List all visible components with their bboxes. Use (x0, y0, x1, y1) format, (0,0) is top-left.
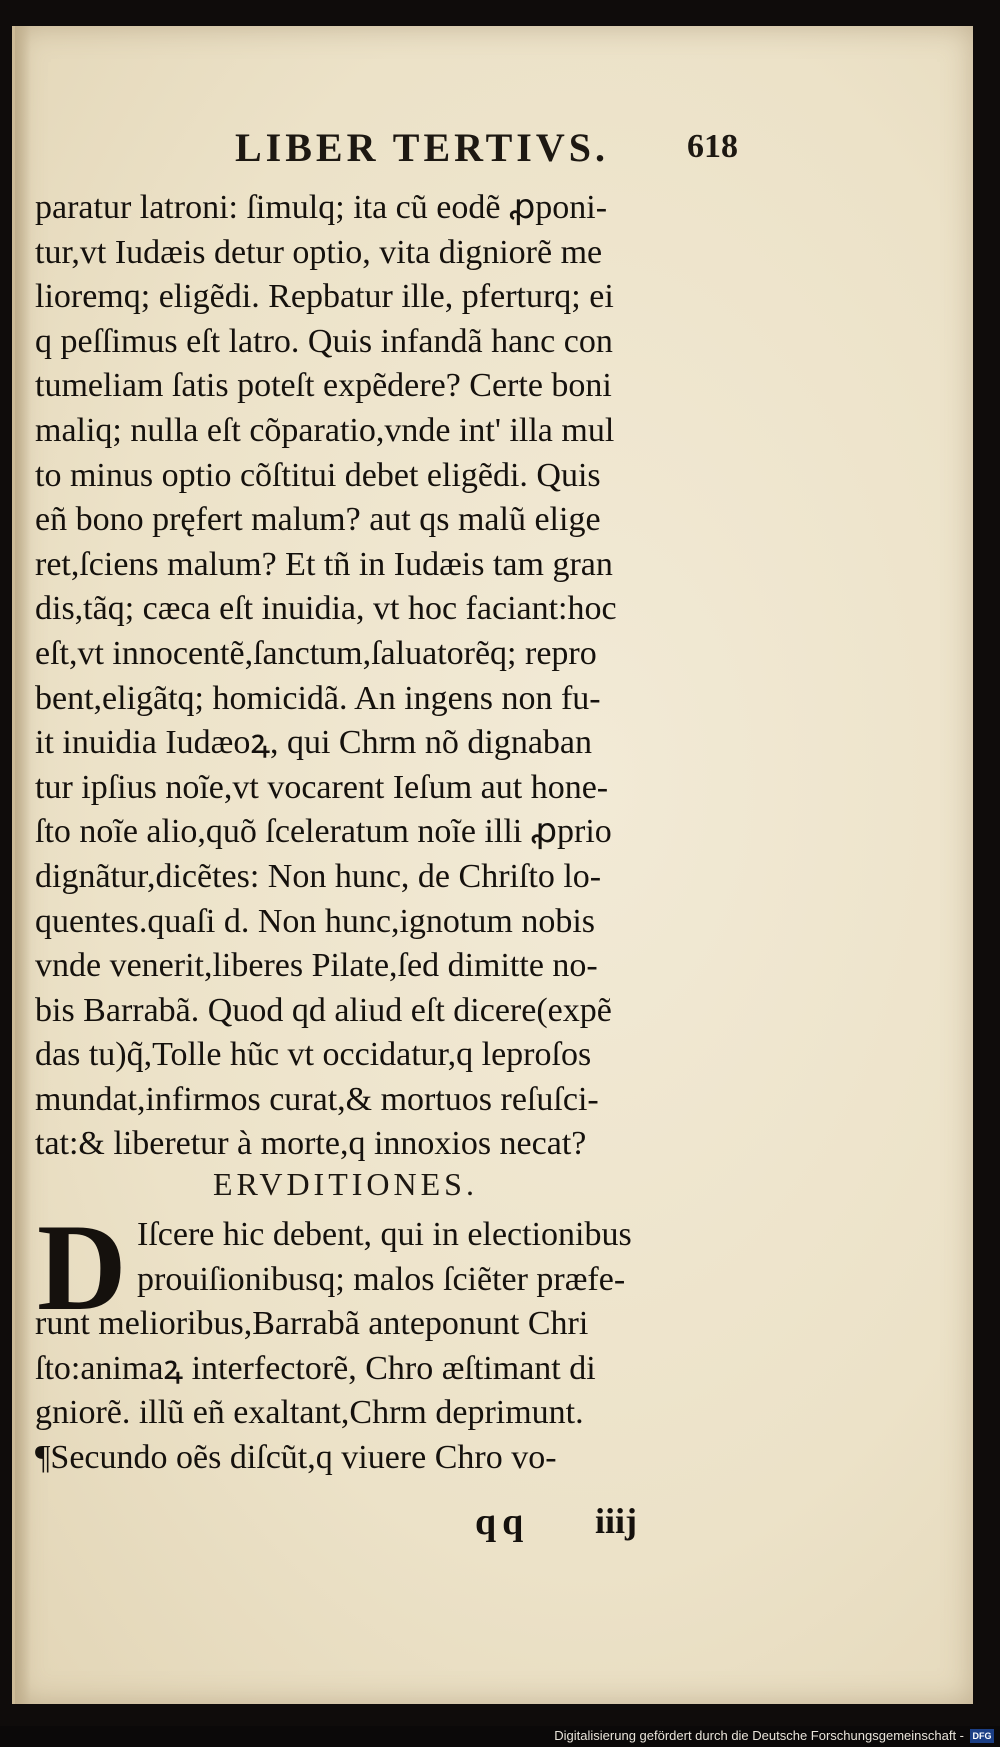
drop-cap-letter: D (37, 1199, 127, 1336)
dfg-logo-icon: DFG (970, 1729, 994, 1743)
text-line: tat:& liberetur à morte,q innoxios necat? (35, 1125, 587, 1163)
text-line: ſto:animaꝝ interfectorẽ, Chro æſtimant di (35, 1349, 596, 1387)
digitization-credit: Digitalisierung gefördert durch die Deutsche Forschungsgemeinschaft - (554, 1728, 964, 1743)
page-gutter (15, 26, 31, 1704)
text-line: eñ bono pręfert malum? aut qs malũ elige (35, 501, 601, 539)
text-line: q peſſimus eſt latro. Quis infandã hanc con (35, 322, 613, 360)
running-head (15, 124, 973, 174)
text-line: dis,tãq; cæca eſt inuidia, vt hoc faciant:hoc (35, 590, 617, 628)
text-line: bent,eligãtq; homicidã. An ingens non fu- (35, 679, 601, 717)
text-line: tumeliam ſatis poteſt expẽdere? Certe boni (35, 367, 612, 405)
folio-number: 618 (687, 128, 738, 165)
text-line: maliq; nulla eſt cõparatio,vnde int' illa mul (35, 411, 615, 449)
text-line: vnde venerit,liberes Pilate,ſed dimitte no- (35, 947, 598, 985)
signature-leaf-number: iiij (595, 1501, 637, 1541)
text-line: tur ipſius noĩe,vt vocarent Ieſum aut hone- (35, 768, 609, 806)
text-line: mundat,infirmos curat,& mortuos reſuſci- (35, 1080, 599, 1118)
running-head-title: LIBER TERTIVS. (235, 125, 609, 170)
eruditiones-text-block (35, 1199, 755, 1480)
text-line: tur,vt Iudæis detur optio, vita digniorẽ me (35, 233, 603, 271)
signature-mark: qq (475, 1501, 530, 1543)
book-page (12, 26, 973, 1704)
text-line: bis Barrabã. Quod qd aliud eſt dicere(expẽ (35, 991, 612, 1029)
text-line: lioremq; eligẽdi. Repbatur ille, pferturq; ei (35, 278, 614, 316)
text-line: gniorẽ. illũ eñ exaltant,Chrm deprimunt. (35, 1394, 584, 1432)
text-line: das tu)q̃,Tolle hũc vt occidatur,q leproſos (35, 1036, 592, 1074)
text-line: runt melioribus,Barrabã anteponunt Chri (35, 1305, 589, 1343)
text-line: paratur latroni: ſimulq; ita cũ eodẽ ꝓponi- (35, 189, 608, 226)
footer-bar (0, 1726, 1000, 1747)
text-line: prouiſionibusq; malos ſciẽter præfe- (137, 1260, 626, 1298)
text-line: ſto noĩe alio,quõ ſceleratum noĩe illi ꝓprio (35, 813, 612, 851)
text-line: to minus optio cõſtitui debet eligẽdi. Quis (35, 456, 601, 494)
text-line: eſt,vt innocentẽ,ſanctum,ſaluatorẽq; repro (35, 634, 597, 672)
text-line: Iſcere hic debent, qui in electionibus (137, 1216, 632, 1253)
main-text-block (35, 186, 755, 1167)
text-line: ret,ſciens malum? Et tñ in Iudæis tam gran (35, 545, 613, 583)
text-line: quentes.quaſi d. Non hunc,ignotum nobis (35, 902, 596, 940)
text-line: it inuidia Iudæoꝝ, qui Chrm nõ dignaban (35, 724, 592, 762)
text-line: ¶Secundo oẽs diſcũt,q viuere Chro vo- (35, 1438, 557, 1476)
section-heading: ERVDITIONES. (213, 1166, 478, 1202)
text-line: dignãtur,dicẽtes: Non hunc, de Chriſto lo- (35, 857, 602, 895)
